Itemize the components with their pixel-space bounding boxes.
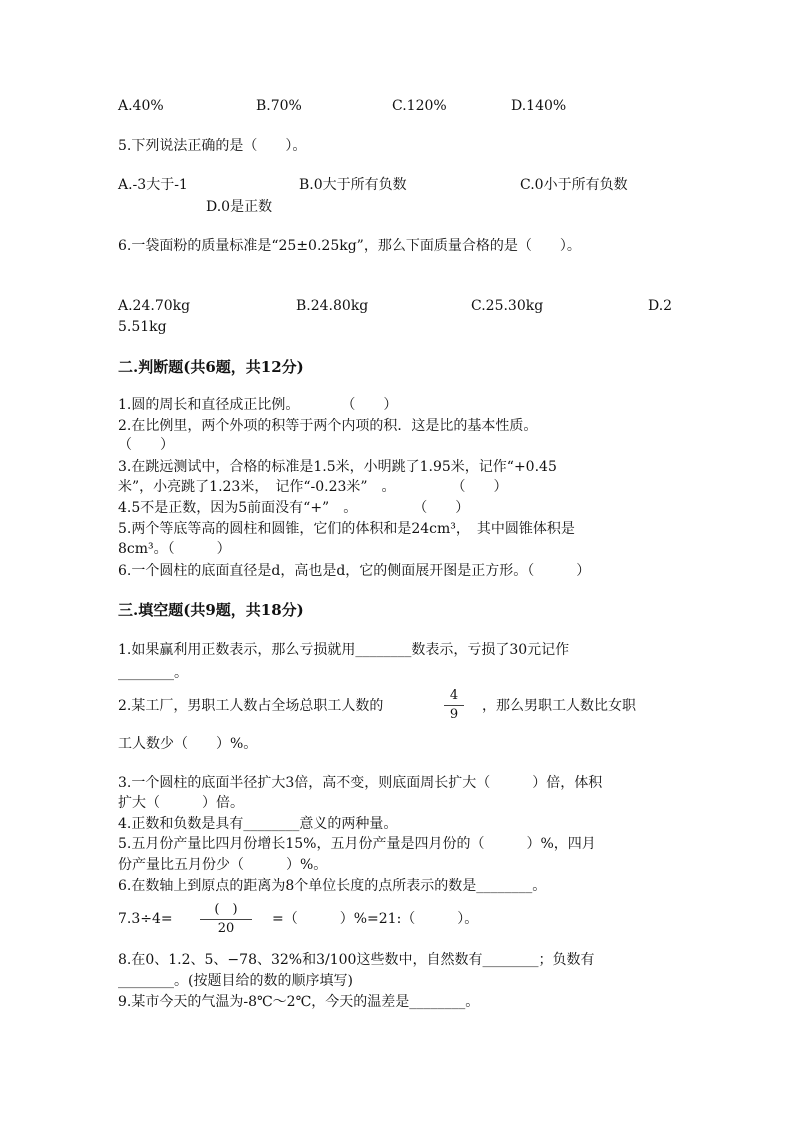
- fill-q9: 9.某市今天的气温为-8℃～2℃，今天的温差是________。: [118, 994, 480, 1010]
- q5-option-b: B.0大于所有负数: [299, 177, 407, 193]
- fill-q1-line2: ________。: [118, 665, 188, 681]
- q4-option-a: A.40%: [118, 98, 164, 114]
- judge-line: （ ）: [118, 437, 174, 453]
- q6-stem: 6.一袋面粉的质量标准是“25±0.25kg”，那么下面质量合格的是（ ）。: [118, 238, 581, 254]
- judge-line: 2.在比例里，两个外项的积等于两个内项的积．这是比的基本性质。: [118, 418, 538, 434]
- fill-q8-line1: 8.在0、1.2、5、−78、32%和3/100这些数中，自然数有________；负数有: [118, 952, 595, 968]
- fraction-numerator: 4: [449, 688, 459, 703]
- q6-option-c: C.25.30kg: [471, 298, 544, 314]
- judge-line: 8cm³。（ ）: [118, 541, 231, 557]
- judge-line: 1.圆的周长和直径成正比例。 （ ）: [118, 397, 398, 413]
- section2-title: 二.判断题(共6题，共12分): [118, 358, 304, 376]
- fill-q6: 6.在数轴上到原点的距离为8个单位长度的点所表示的数是________。: [118, 878, 547, 894]
- fraction-numerator: ( ): [214, 902, 238, 917]
- judge-line: 6.一个圆柱的底面直径是d，高也是d，它的侧面展开图是正方形。（ ）: [118, 563, 591, 579]
- fill-q7-text: 7.3÷4=: [118, 911, 173, 927]
- fill-q4: 4.正数和负数是具有________意义的两种量。: [118, 816, 398, 832]
- q5-option-a: A.-3大于-1: [118, 177, 188, 193]
- q4-option-d: D.140%: [511, 98, 567, 114]
- q5-option-d: D.0是正数: [206, 199, 273, 215]
- q5-option-c: C.0小于所有负数: [520, 177, 628, 193]
- fraction: [200, 902, 252, 937]
- fill-q5-line1: 5.五月份产量比四月份增长15%，五月份产量是四月份的（ ）%，四月: [118, 836, 596, 852]
- judge-line: 4.5不是正数，因为5前面没有“+” 。 （ ）: [118, 500, 470, 516]
- fill-q2-line2: 工人数少（ ）%。: [118, 736, 258, 752]
- fill-q2-text-after: ，那么男职工人数比女职: [482, 698, 636, 714]
- fraction-denominator: 9: [449, 707, 459, 722]
- section3-title: 三.填空题(共9题，共18分): [118, 601, 304, 619]
- fill-q8-line2: ________。(按题目给的数的顺序填写): [118, 973, 353, 989]
- q6-option-d-wrap: 5.51kg: [118, 319, 167, 335]
- q4-option-b: B.70%: [256, 98, 302, 114]
- fill-q5-line2: 份产量比五月份少（ ）%。: [118, 857, 328, 873]
- judge-line: 3.在跳远测试中，合格的标准是1.5米，小明跳了1.95米，记作“+0.45: [118, 459, 557, 475]
- q5-stem: 5.下列说法正确的是（ ）。: [118, 138, 307, 154]
- fill-q1-line1: 1.如果赢利用正数表示，那么亏损就用________数表示，亏损了30元记作: [118, 642, 570, 658]
- judge-line: 5.两个等底等高的圆柱和圆锥，它们的体积和是24cm³， 其中圆锥体积是: [118, 521, 575, 537]
- q6-option-a: A.24.70kg: [118, 298, 191, 314]
- q6-option-b: B.24.80kg: [296, 298, 369, 314]
- judge-line: 米”，小亮跳了1.23米， 记作“-0.23米” 。 （ ）: [118, 479, 508, 495]
- fill-q3-line1: 3.一个圆柱的底面半径扩大3倍，高不变，则底面周长扩大（ ）倍，体积: [118, 775, 603, 791]
- fill-q3-line2: 扩大（ ）倍。: [118, 795, 244, 811]
- q6-option-d: D.2: [648, 298, 673, 314]
- q4-option-c: C.120%: [392, 98, 447, 114]
- fill-q7-text-after: =（ ）%=21:（ ）。: [272, 911, 479, 927]
- fraction: [444, 688, 464, 723]
- fraction-denominator: 20: [217, 921, 235, 936]
- fill-q2-text: 2.某工厂，男职工人数占全场总职工人数的: [118, 698, 384, 714]
